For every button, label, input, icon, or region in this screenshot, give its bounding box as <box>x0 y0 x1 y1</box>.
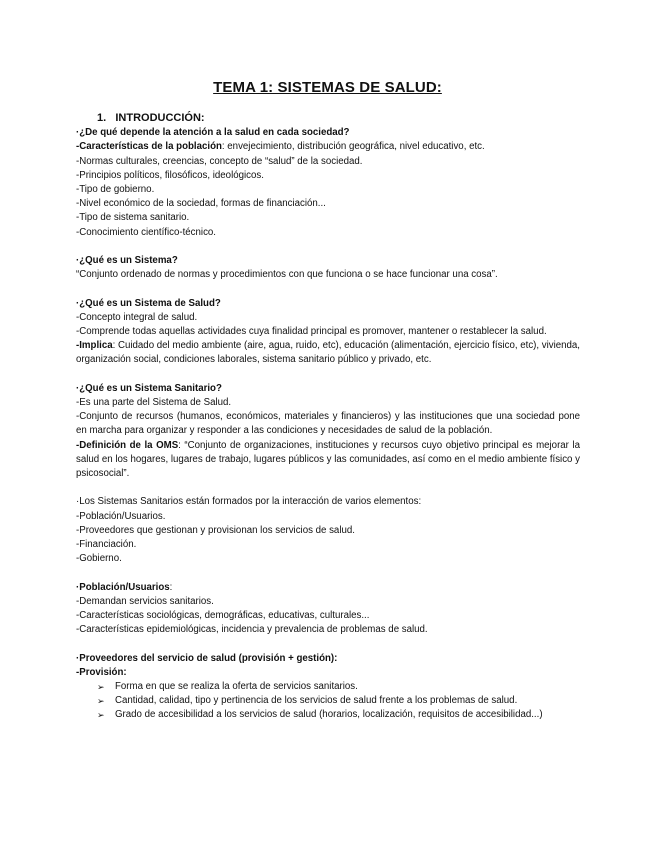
spacer <box>76 368 580 382</box>
list-item: -Principios políticos, filosóficos, ideológicos. <box>76 169 264 181</box>
document-body <box>76 111 580 723</box>
list-item: -Nivel económico de la sociedad, formas de financiación... <box>76 198 326 210</box>
bullet-text: Forma en que se realiza la oferta de servicios sanitarios. <box>115 681 358 693</box>
list-item: -Gobierno. <box>76 553 122 565</box>
spacer <box>76 240 580 254</box>
list-item: -Tipo de gobierno. <box>76 184 155 196</box>
question-sistema-salud: ·¿Qué es un Sistema de Salud? <box>76 297 221 309</box>
list-item: -Es una parte del Sistema de Salud. <box>76 397 232 409</box>
paragraph-intro: ·Los Sistemas Sanitarios están formados por la interacción de varios elementos: <box>76 496 422 508</box>
bullet-text: Grado de accesibilidad a los servicios de salud (horarios, localización, requisitos de accesibilidad...) <box>115 709 543 721</box>
arrow-bullet-icon: ➢ <box>97 696 105 707</box>
bullet-item <box>76 680 580 694</box>
term-text: : Cuidado del medio ambiente (aire, agua, ruido, etc), educación (alimentación, ejercicio físico, etc), vivienda, organización social, condiciones laborales, sistema sanitario público y privado, etc. <box>76 340 581 366</box>
definition-text: “Conjunto ordenado de normas y procedimientos con que funciona o se hace funcionar una cosa”. <box>76 269 498 281</box>
term-text: : “Conjunto de organizaciones, instituciones y recursos cuyo objetivo principal es mejorar la salud en los hogares, lugares de trabajo, lugares públicos y las comunidades, así como en el medio ambiente físico y psicosocial”. <box>76 439 580 480</box>
list-item: -Características epidemiológicas, incidencia y prevalencia de problemas de salud. <box>76 624 428 636</box>
list-item: -Comprende todas aquellas actividades cuya finalidad principal es promover, mantener o restablecer la salud. <box>76 326 547 338</box>
term-text: : envejecimiento, distribución geográfica, nivel educativo, etc. <box>221 141 485 153</box>
bullet-text: Cantidad, calidad, tipo y pertinencia de los servicios de salud frente a los problemas de salud. <box>115 695 518 707</box>
term-label: -Definición de la OMS <box>76 439 179 451</box>
subheading-provision: -Provisión: <box>76 666 127 678</box>
list-item: -Conocimiento científico-técnico. <box>76 226 216 238</box>
list-item: -Tipo de sistema sanitario. <box>76 212 190 224</box>
spacer <box>76 566 580 580</box>
subheading-proveedores: ·Proveedores del servicio de salud (provisión + gestión): <box>76 652 338 664</box>
question-sistema: ·¿Qué es un Sistema? <box>76 255 178 267</box>
list-item <box>76 339 580 367</box>
bullet-item <box>76 708 580 722</box>
subheading-poblacion <box>76 581 580 595</box>
subheading-colon: : <box>169 581 173 593</box>
list-item: -Proveedores que gestionan y provisionan los servicios de salud. <box>76 524 355 536</box>
list-item: -Conjunto de recursos (humanos, económicos, materiales y financieros) y las instituciones que una sociedad pone en marcha para organizar y responder a las condiciones y necesidades de salud de la población. <box>76 411 580 437</box>
list-item: -Características sociológicas, demográficas, educativas, culturales... <box>76 610 370 622</box>
list-item: -Concepto integral de salud. <box>76 311 198 323</box>
question-sistema-sanitario: ·¿Qué es un Sistema Sanitario? <box>76 382 222 394</box>
list-item: -Demandan servicios sanitarios. <box>76 595 214 607</box>
document-title: TEMA 1: SISTEMAS DE SALUD: <box>213 79 442 96</box>
spacer <box>76 481 580 495</box>
spacer <box>76 282 580 296</box>
list-item: -Financiación. <box>76 539 137 551</box>
list-item: -Población/Usuarios. <box>76 510 166 522</box>
spacer <box>76 637 580 651</box>
term-label: -Características de la población <box>76 141 222 153</box>
term-label: -Implica <box>76 340 113 352</box>
subheading-label: ·Población/Usuarios <box>76 581 170 593</box>
list-item: -Normas culturales, creencias, concepto de “salud” de la sociedad. <box>76 155 363 167</box>
list-item <box>76 439 580 482</box>
section-number: 1. <box>97 112 107 124</box>
section-title: INTRODUCCIÓN: <box>115 112 205 124</box>
question-atencion: ·¿De qué depende la atención a la salud en cada sociedad? <box>76 127 350 139</box>
section-heading-introduccion <box>76 111 580 125</box>
list-item <box>76 140 580 154</box>
bullet-item <box>76 694 580 708</box>
arrow-bullet-icon: ➢ <box>97 710 105 721</box>
arrow-bullet-icon: ➢ <box>97 682 105 693</box>
